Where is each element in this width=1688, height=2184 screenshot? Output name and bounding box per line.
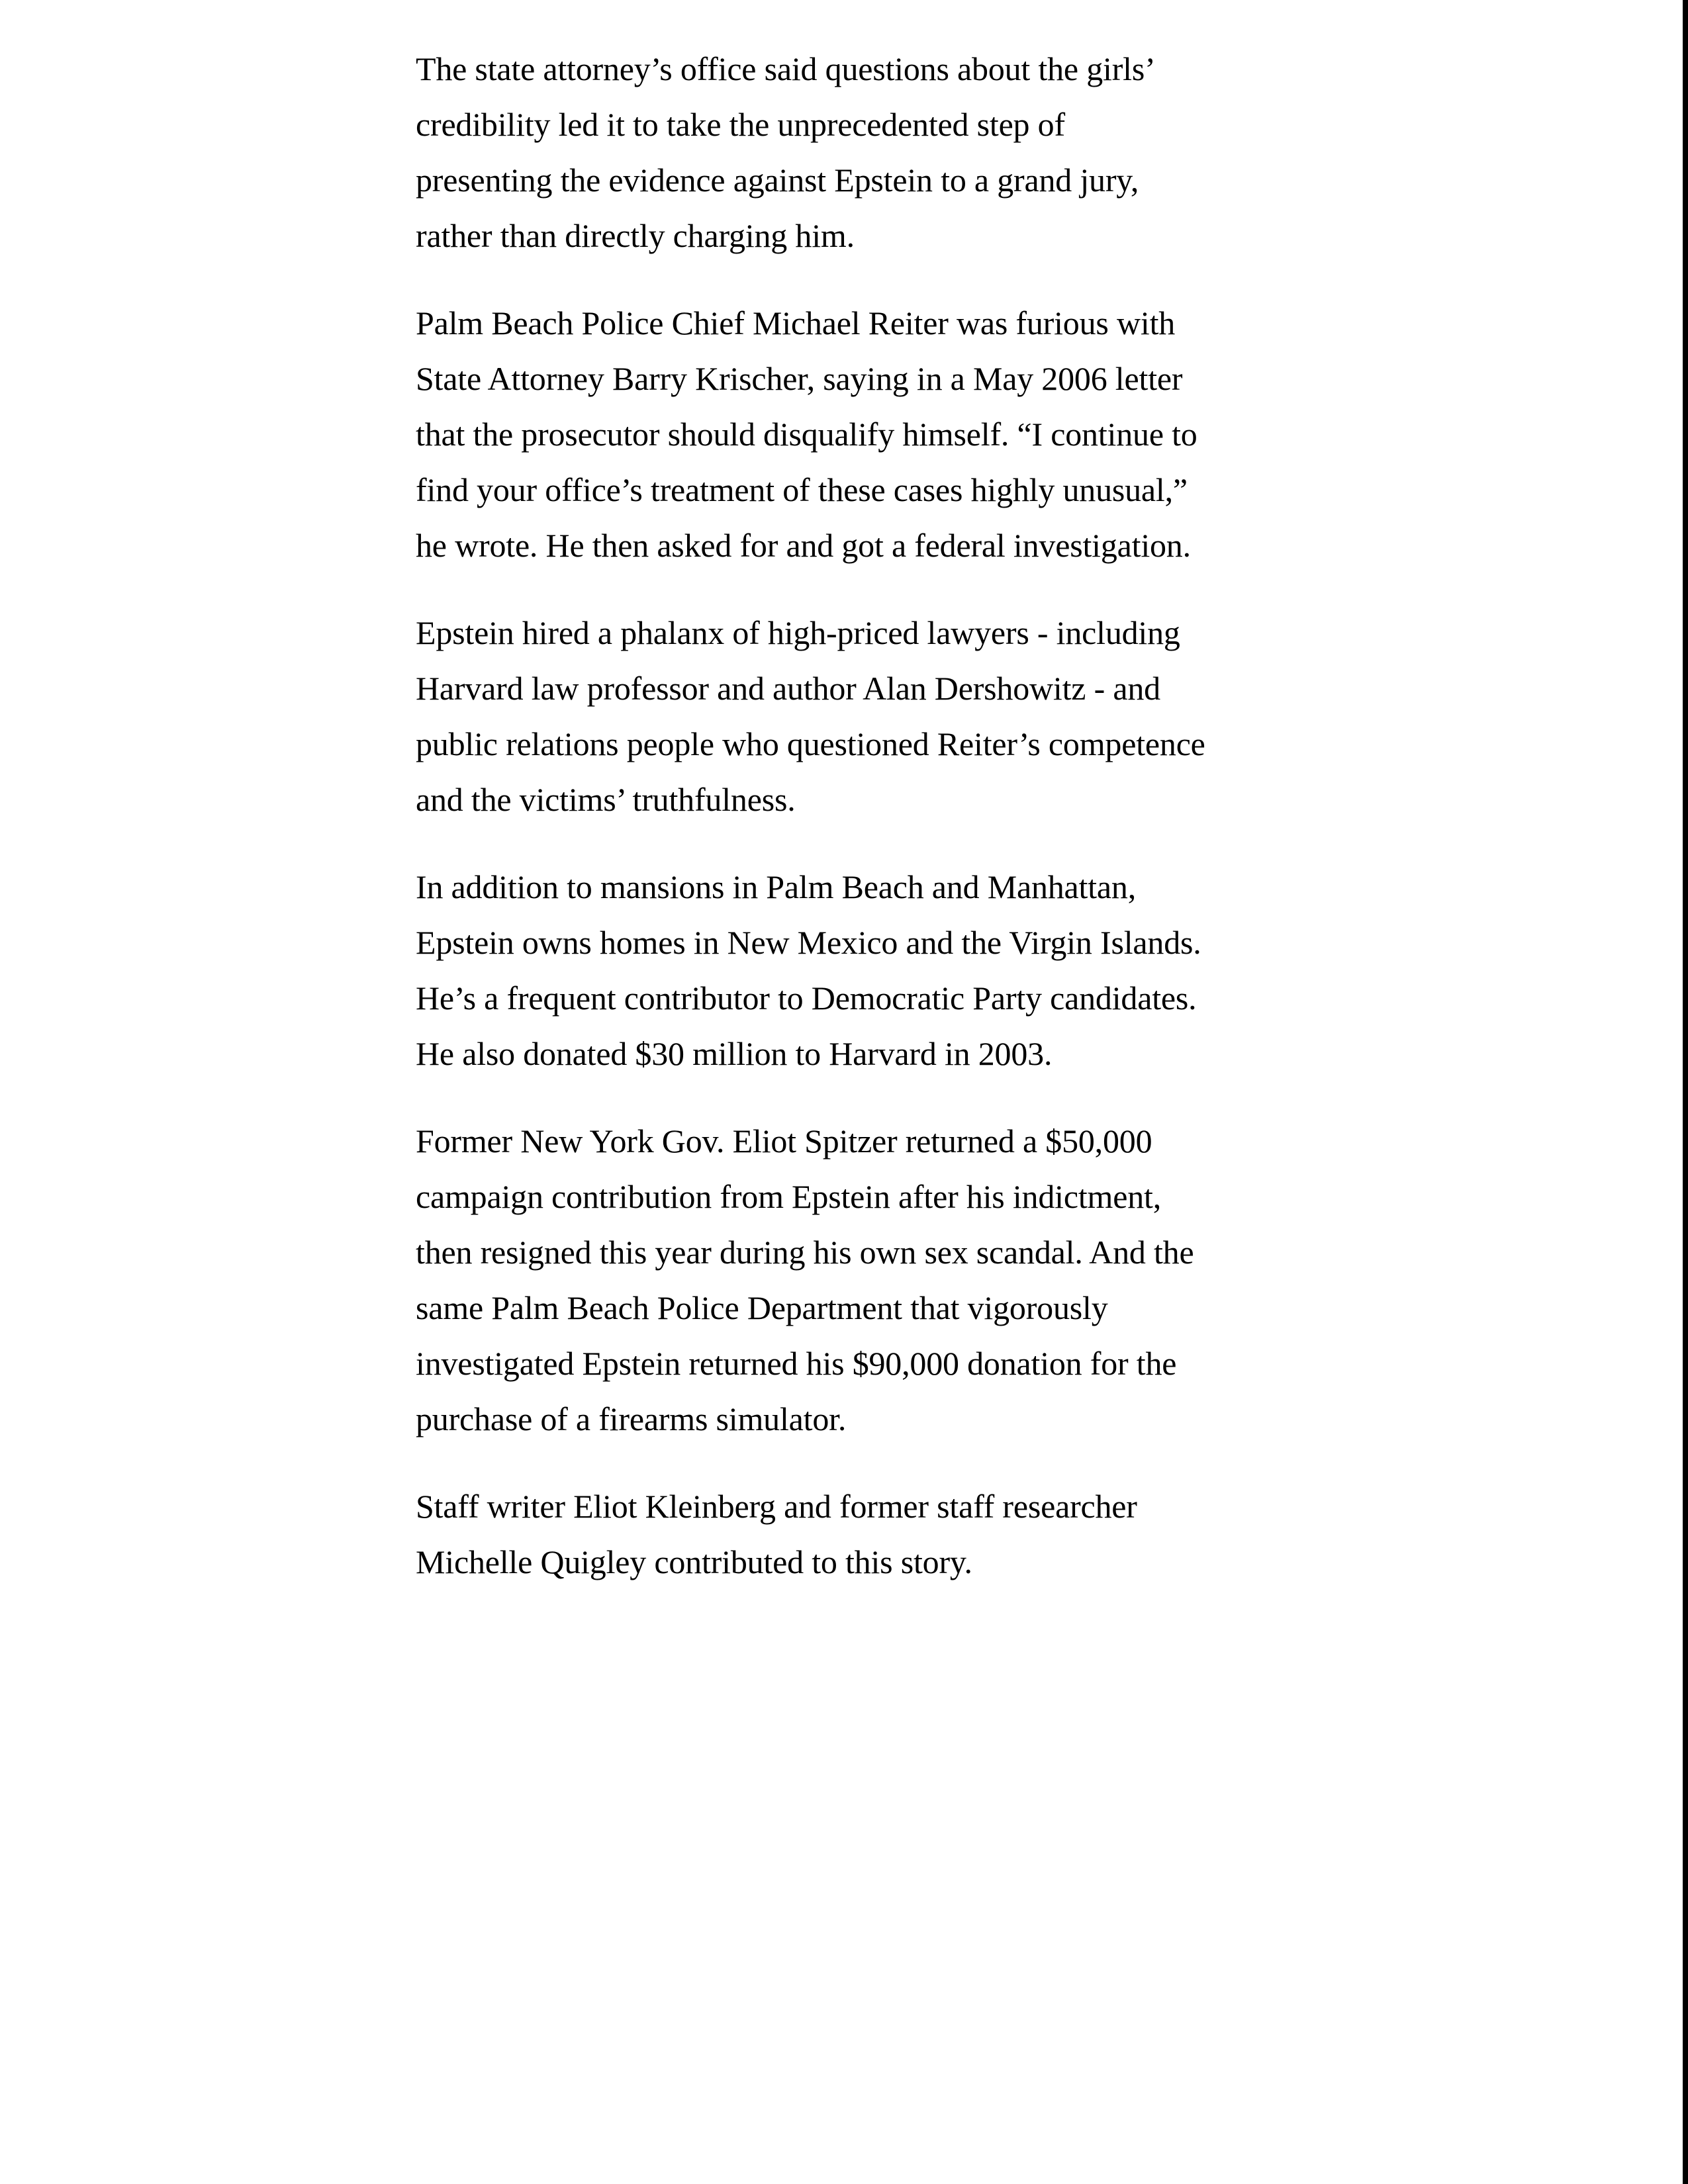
paragraph-6 — [416, 1479, 1303, 1590]
paragraph-2 — [416, 295, 1303, 573]
paragraph-5 — [416, 1113, 1303, 1447]
text-line: presenting the evidence against Epstein to a grand jury, — [416, 161, 1139, 199]
text-line: Epstein hired a phalanx of high-priced lawyers - including — [416, 614, 1180, 651]
text-line: and the victims’ truthfulness. — [416, 781, 796, 818]
text-line: investigated Epstein returned his $90,000 donation for the — [416, 1345, 1177, 1382]
text-line: he wrote. He then asked for and got a federal investigation. — [416, 527, 1191, 564]
text-line: The state attorney’s office said questions about the girls’ — [416, 50, 1156, 87]
text-line: same Palm Beach Police Department that vigorously — [416, 1289, 1108, 1326]
text-line: Epstein owns homes in New Mexico and the Virgin Islands. — [416, 924, 1201, 961]
text-line: that the prosecutor should disqualify himself. “I continue to — [416, 416, 1197, 453]
text-line: Harvard law professor and author Alan Dershowitz - and — [416, 670, 1160, 707]
scan-edge-artifact — [1683, 0, 1688, 2184]
text-line: then resigned this year during his own sex scandal. And the — [416, 1234, 1194, 1271]
text-line: Palm Beach Police Chief Michael Reiter was furious with — [416, 304, 1176, 341]
paragraph-4 — [416, 859, 1303, 1081]
text-line: credibility led it to take the unprecedented step of — [416, 106, 1065, 143]
text-line: find your office’s treatment of these cases highly unusual,” — [416, 471, 1188, 508]
text-line: He also donated $30 million to Harvard in 2003. — [416, 1035, 1053, 1072]
paragraph-1 — [416, 41, 1303, 263]
article-text — [416, 41, 1303, 1621]
paragraph-3 — [416, 605, 1303, 827]
text-line: Michelle Quigley contributed to this story. — [416, 1543, 972, 1580]
text-line: In addition to mansions in Palm Beach and Manhattan, — [416, 868, 1137, 905]
text-line: public relations people who questioned Reiter’s competence — [416, 725, 1205, 762]
text-line: Former New York Gov. Eliot Spitzer returned a $50,000 — [416, 1122, 1152, 1160]
text-line: He’s a frequent contributor to Democratic Party candidates. — [416, 979, 1197, 1017]
text-line: State Attorney Barry Krischer, saying in a May 2006 letter — [416, 360, 1183, 397]
text-line: purchase of a firearms simulator. — [416, 1400, 847, 1437]
text-line: Staff writer Eliot Kleinberg and former staff researcher — [416, 1488, 1137, 1525]
text-line: campaign contribution from Epstein after his indictment, — [416, 1178, 1162, 1215]
text-line: rather than directly charging him. — [416, 217, 855, 254]
